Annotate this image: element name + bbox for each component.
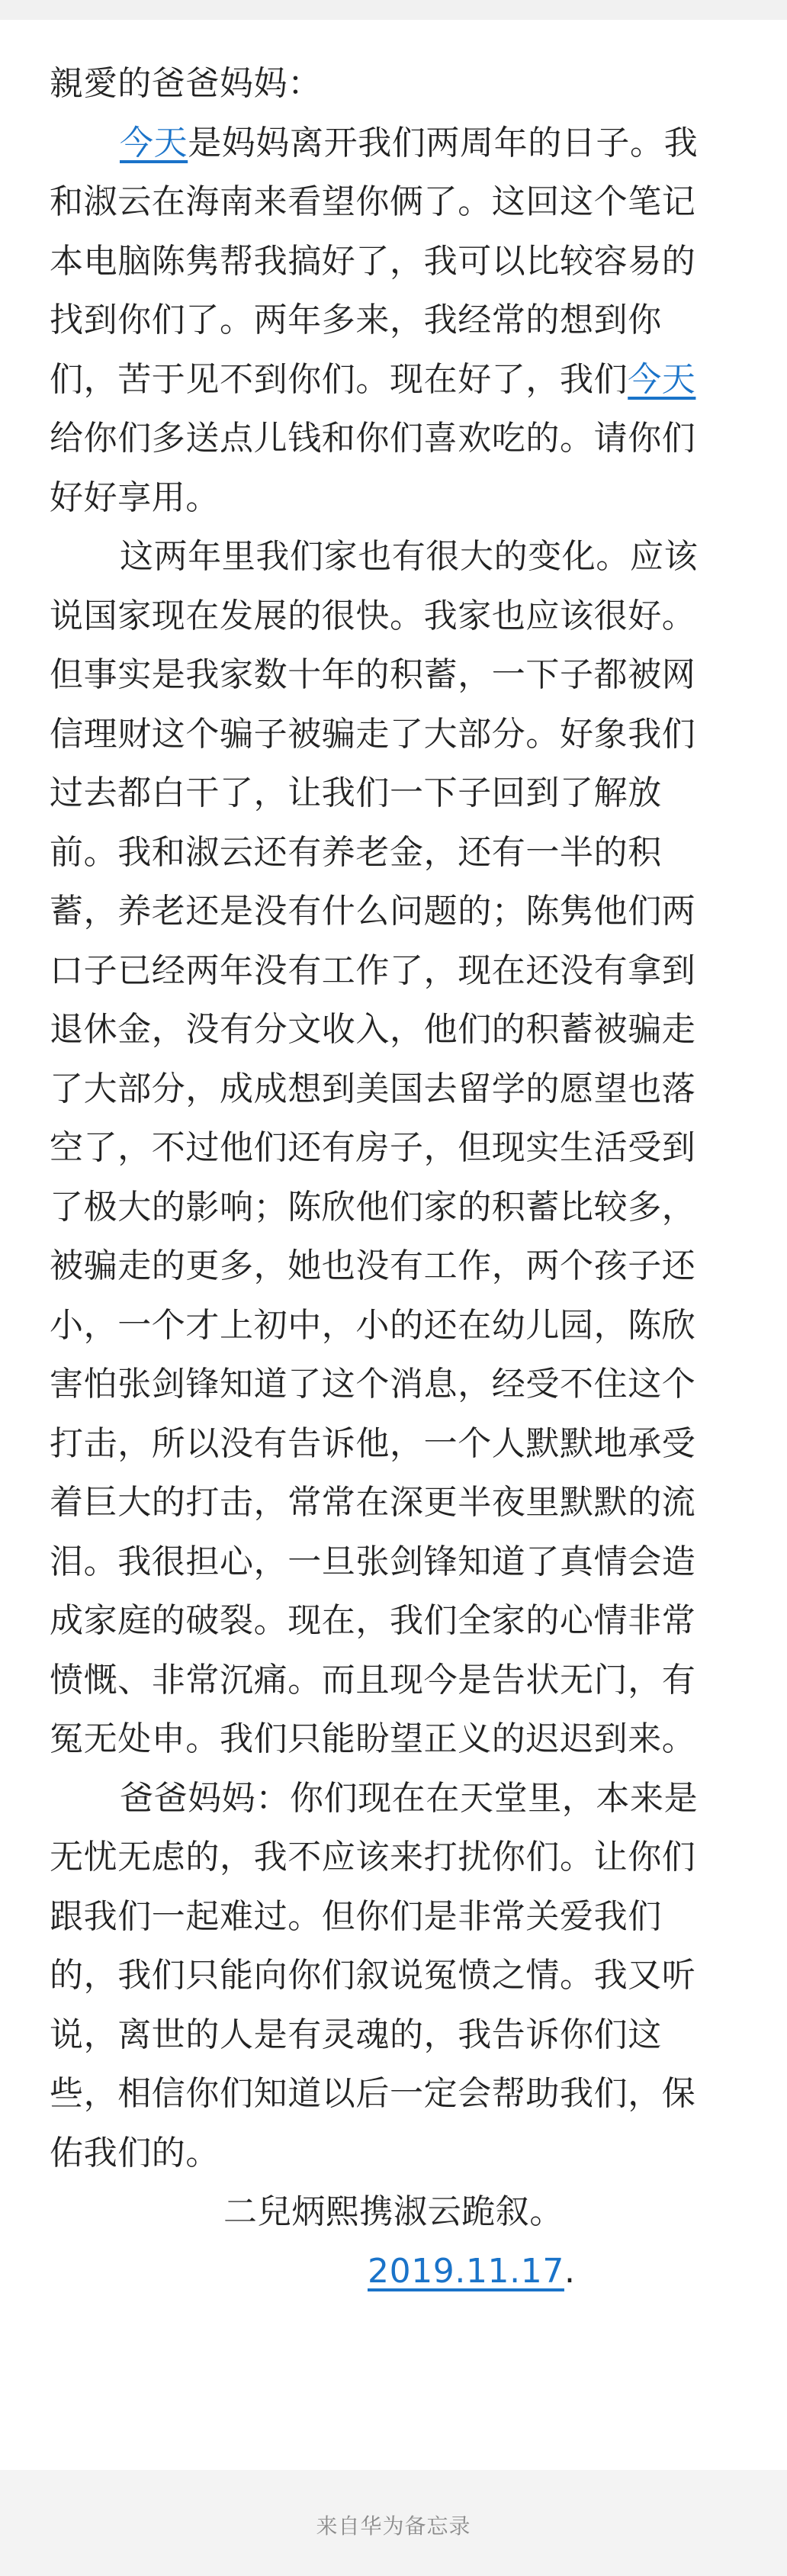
paragraph3-line: 跟我们一起难过。但你们是非常关爱我们 [50,1896,662,1936]
paragraph1-line1-text: 是妈妈离开我们两周年的日子。我 [188,123,699,162]
paragraph3-line: 些，相信你们知道以后一定会帮助我们，保 [50,2074,696,2113]
paragraph1-line6: 给你们多送点儿钱和你们喜欢吃的。请你们 [50,419,696,458]
letter-body [50,54,736,2301]
signature: 二兒炳熙携淑云跪叙。 [223,2192,564,2231]
today-link-2[interactable]: 今天 [628,359,696,399]
paragraph2-line: 空了，不过他们还有房子，但现实生活受到 [50,1128,696,1167]
footer [0,2470,787,2576]
paragraph2-line: 了大部分，成成想到美国去留学的愿望也落 [50,1069,696,1108]
greeting: 親愛的爸爸妈妈： [50,64,322,103]
paragraph2-line: 但事实是我家数十年的积蓄，一下子都被网 [50,655,696,694]
top-strip [0,0,787,20]
date-link[interactable]: 2019.11.17 [368,2251,564,2291]
paragraph3-line: 佑我们的。 [50,2133,220,2172]
paragraph2-line: 害怕张剑锋知道了这个消息，经受不住这个 [50,1365,696,1404]
paragraph2-line: 愤慨、非常沉痛。而且现今是告状无门，有 [50,1660,696,1700]
paragraph1-line1 [50,114,736,173]
paragraph3-line: 爸爸妈妈：你们现在在天堂里，本来是 [120,1778,699,1818]
paragraph1-line4: 找到你们了。两年多来，我经常的想到你 [50,301,662,339]
paragraph2-line: 成家庭的破裂。现在，我们全家的心情非常 [50,1601,696,1640]
date-line [50,2242,736,2301]
paragraph1-line5 [50,350,736,410]
paragraph2-line: 泪。我很担心，一旦张剑锋知道了真情会造 [50,1542,696,1581]
paragraph2-line: 前。我和淑云还有养老金，还有一半的积 [50,832,662,872]
paragraph2-line: 蓄，养老还是没有什么问题的；陈隽他们两 [50,892,696,931]
paragraph2-line: 说国家现在发展的很快。我家也应该很好。 [50,596,696,635]
paragraph2-line: 信理财这个骗子被骗走了大部分。好象我们 [50,714,696,754]
paragraph2-line: 小，一个才上初中，小的还在幼儿园，陈欣 [50,1305,696,1345]
paragraph2-line: 打击，所以没有告诉他，一个人默默地承受 [50,1423,696,1463]
paragraph2-line: 被骗走的更多，她也没有工作，两个孩子还 [50,1246,696,1285]
paragraph2-line: 口子已经两年没有工作了，现在还没有拿到 [50,950,696,990]
paragraph2-line: 冤无处申。我们只能盼望正义的迟迟到来。 [50,1719,696,1758]
paragraph3-line: 的，我们只能向你们叙说冤愤之情。我又听 [50,1956,696,1995]
date-suffix: . [564,2251,576,2291]
memo-page [0,20,787,2470]
paragraph3-line: 说，离世的人是有灵魂的，我告诉你们这 [50,2015,662,2054]
paragraph2-line: 退休金，没有分文收入，他们的积蓄被骗走 [50,1010,696,1049]
paragraph1-line5-text: 们，苦于见不到你们。现在好了，我们 [50,359,628,399]
paragraph1-line3: 本电脑陈隽帮我搞好了，我可以比较容易的 [50,241,696,281]
paragraph1-line2: 和淑云在海南来看望你俩了。这回这个笔记 [50,182,696,221]
paragraph2-line: 着巨大的打击，常常在深更半夜里默默的流 [50,1483,696,1522]
paragraph2-line: 过去都白干了，让我们一下子回到了解放 [50,773,662,812]
source-label: 来自华为备忘录 [316,2513,471,2539]
paragraph1-line7: 好好享用。 [50,478,220,517]
today-link[interactable]: 今天 [120,123,188,162]
paragraph2-line: 了极大的影响；陈欣他们家的积蓄比较多， [50,1187,696,1227]
paragraph2-line: 这两年里我们家也有很大的变化。应该 [120,537,699,576]
paragraph3-line: 无忧无虑的，我不应该来打扰你们。让你们 [50,1838,696,1877]
